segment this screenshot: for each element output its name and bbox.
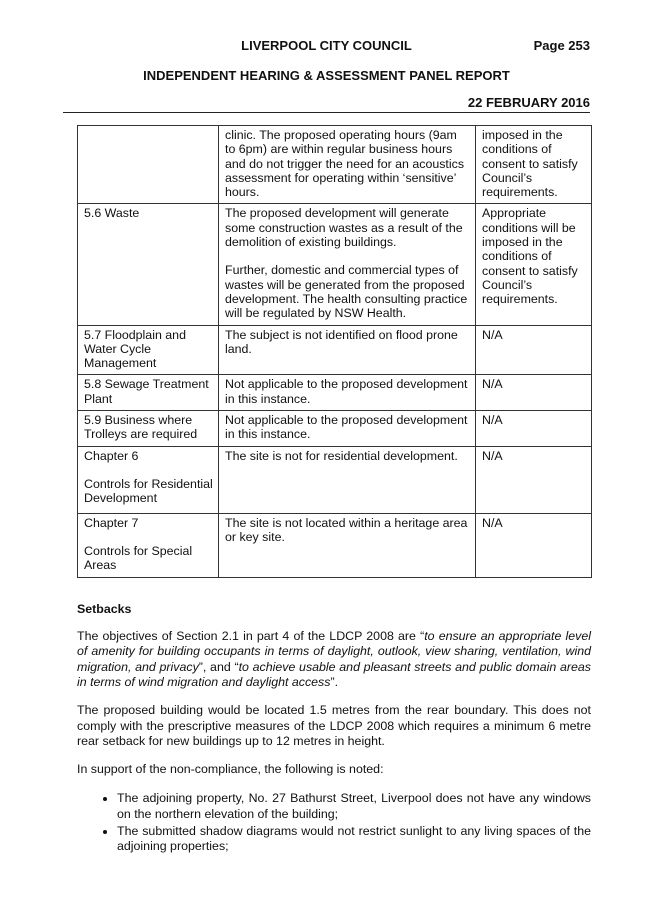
compliance-cell: Appropriate conditions will be imposed in the conditions of consent to satisfy Council’s requirements. (476, 204, 592, 325)
objectives-paragraph: The objectives of Section 2.1 in part 4 of the LDCP 2008 are “to ensure an appropriate level of amenity for building occupants in terms of daylight, outlook, view sharing, ventilation, wind migration, and privacy”, and “to achieve usable and pleasant streets and public domain areas in terms of wind migration and daylight access”. (77, 628, 591, 690)
chapter-title: Controls for Residential Development (84, 476, 213, 506)
control-cell (78, 126, 219, 204)
table-row (78, 325, 592, 375)
table-row (78, 204, 592, 325)
setback-paragraph: The proposed building would be located 1.5 metres from the rear boundary. This does not comply with the prescriptive measures of the LDCP 2008 which requires a minimum 6 metre rear setback for new buildings up to 12 metres in height. (77, 702, 591, 749)
comment-cell: Not applicable to the proposed development in this instance. (219, 411, 476, 447)
table-row (78, 411, 592, 447)
comment-cell: clinic. The proposed operating hours (9am to 6pm) are within regular business hours and do not trigger the need for an acoustics assessment for operating within ‘sensitive’ hours. (219, 126, 476, 204)
control-cell: 5.7 Floodplain and Water Cycle Management (78, 325, 219, 375)
support-list (77, 791, 591, 854)
page-number: Page 253 (533, 38, 590, 53)
compliance-cell: N/A (476, 411, 592, 447)
chapter-label: Chapter 6 (84, 448, 139, 463)
chapter-title: Controls for Special Areas (84, 543, 193, 573)
quoted-objective: to achieve usable and pleasant streets and public domain areas in terms of wind migration and daylight access (77, 659, 591, 690)
section-heading: Setbacks (77, 602, 132, 616)
control-cell: 5.9 Business where Trolleys are required (78, 411, 219, 447)
comment-cell: Not applicable to the proposed development in this instance. (219, 375, 476, 411)
table-row (78, 446, 592, 513)
comment-cell: The site is not for residential development. (219, 446, 476, 513)
list-item: • The adjoining property, No. 27 Bathurst Street, Liverpool does not have any windows on the northern elevation of the building; (117, 791, 591, 822)
quoted-objective: to ensure an appropriate level of amenity for building occupants in terms of daylight, outlook, view sharing, ventilation, wind migration, and privacy (77, 628, 591, 674)
setbacks-section (77, 602, 591, 856)
compliance-cell: N/A (476, 325, 592, 375)
list-item: • The submitted shadow diagrams would not restrict sunlight to any living spaces of the adjoining properties; (117, 824, 591, 855)
control-cell: 5.8 Sewage Treatment Plant (78, 375, 219, 411)
compliance-cell: N/A (476, 446, 592, 513)
control-cell (78, 446, 219, 513)
support-intro: In support of the non-compliance, the following is noted: (77, 761, 384, 776)
control-cell (78, 513, 219, 578)
comment-cell: The subject is not identified on flood prone land. (219, 325, 476, 375)
comment-cell (219, 204, 476, 325)
council-name: LIVERPOOL CITY COUNCIL (241, 38, 412, 53)
report-title: INDEPENDENT HEARING & ASSESSMENT PANEL REPORT (143, 68, 510, 83)
chapter-label: Chapter 7 (84, 515, 139, 530)
compliance-cell: N/A (476, 513, 592, 578)
comment-paragraph: The proposed development will generate some construction wastes as a result of the demolition of existing buildings. (225, 206, 463, 250)
comment-paragraph: Further, domestic and commercial types of wastes will be generated from the proposed development. The health consulting practice will be regulated by NSW Health. (225, 263, 468, 321)
compliance-cell: imposed in the conditions of consent to satisfy Council’s requirements. (476, 126, 592, 204)
compliance-table (77, 125, 592, 578)
table-row (78, 375, 592, 411)
control-cell: 5.6 Waste (78, 204, 219, 325)
table-row (78, 126, 592, 204)
compliance-cell: N/A (476, 375, 592, 411)
header-rule (63, 112, 590, 113)
comment-cell: The site is not located within a heritage area or key site. (219, 513, 476, 578)
report-date: 22 FEBRUARY 2016 (467, 95, 590, 110)
table-row (78, 513, 592, 578)
